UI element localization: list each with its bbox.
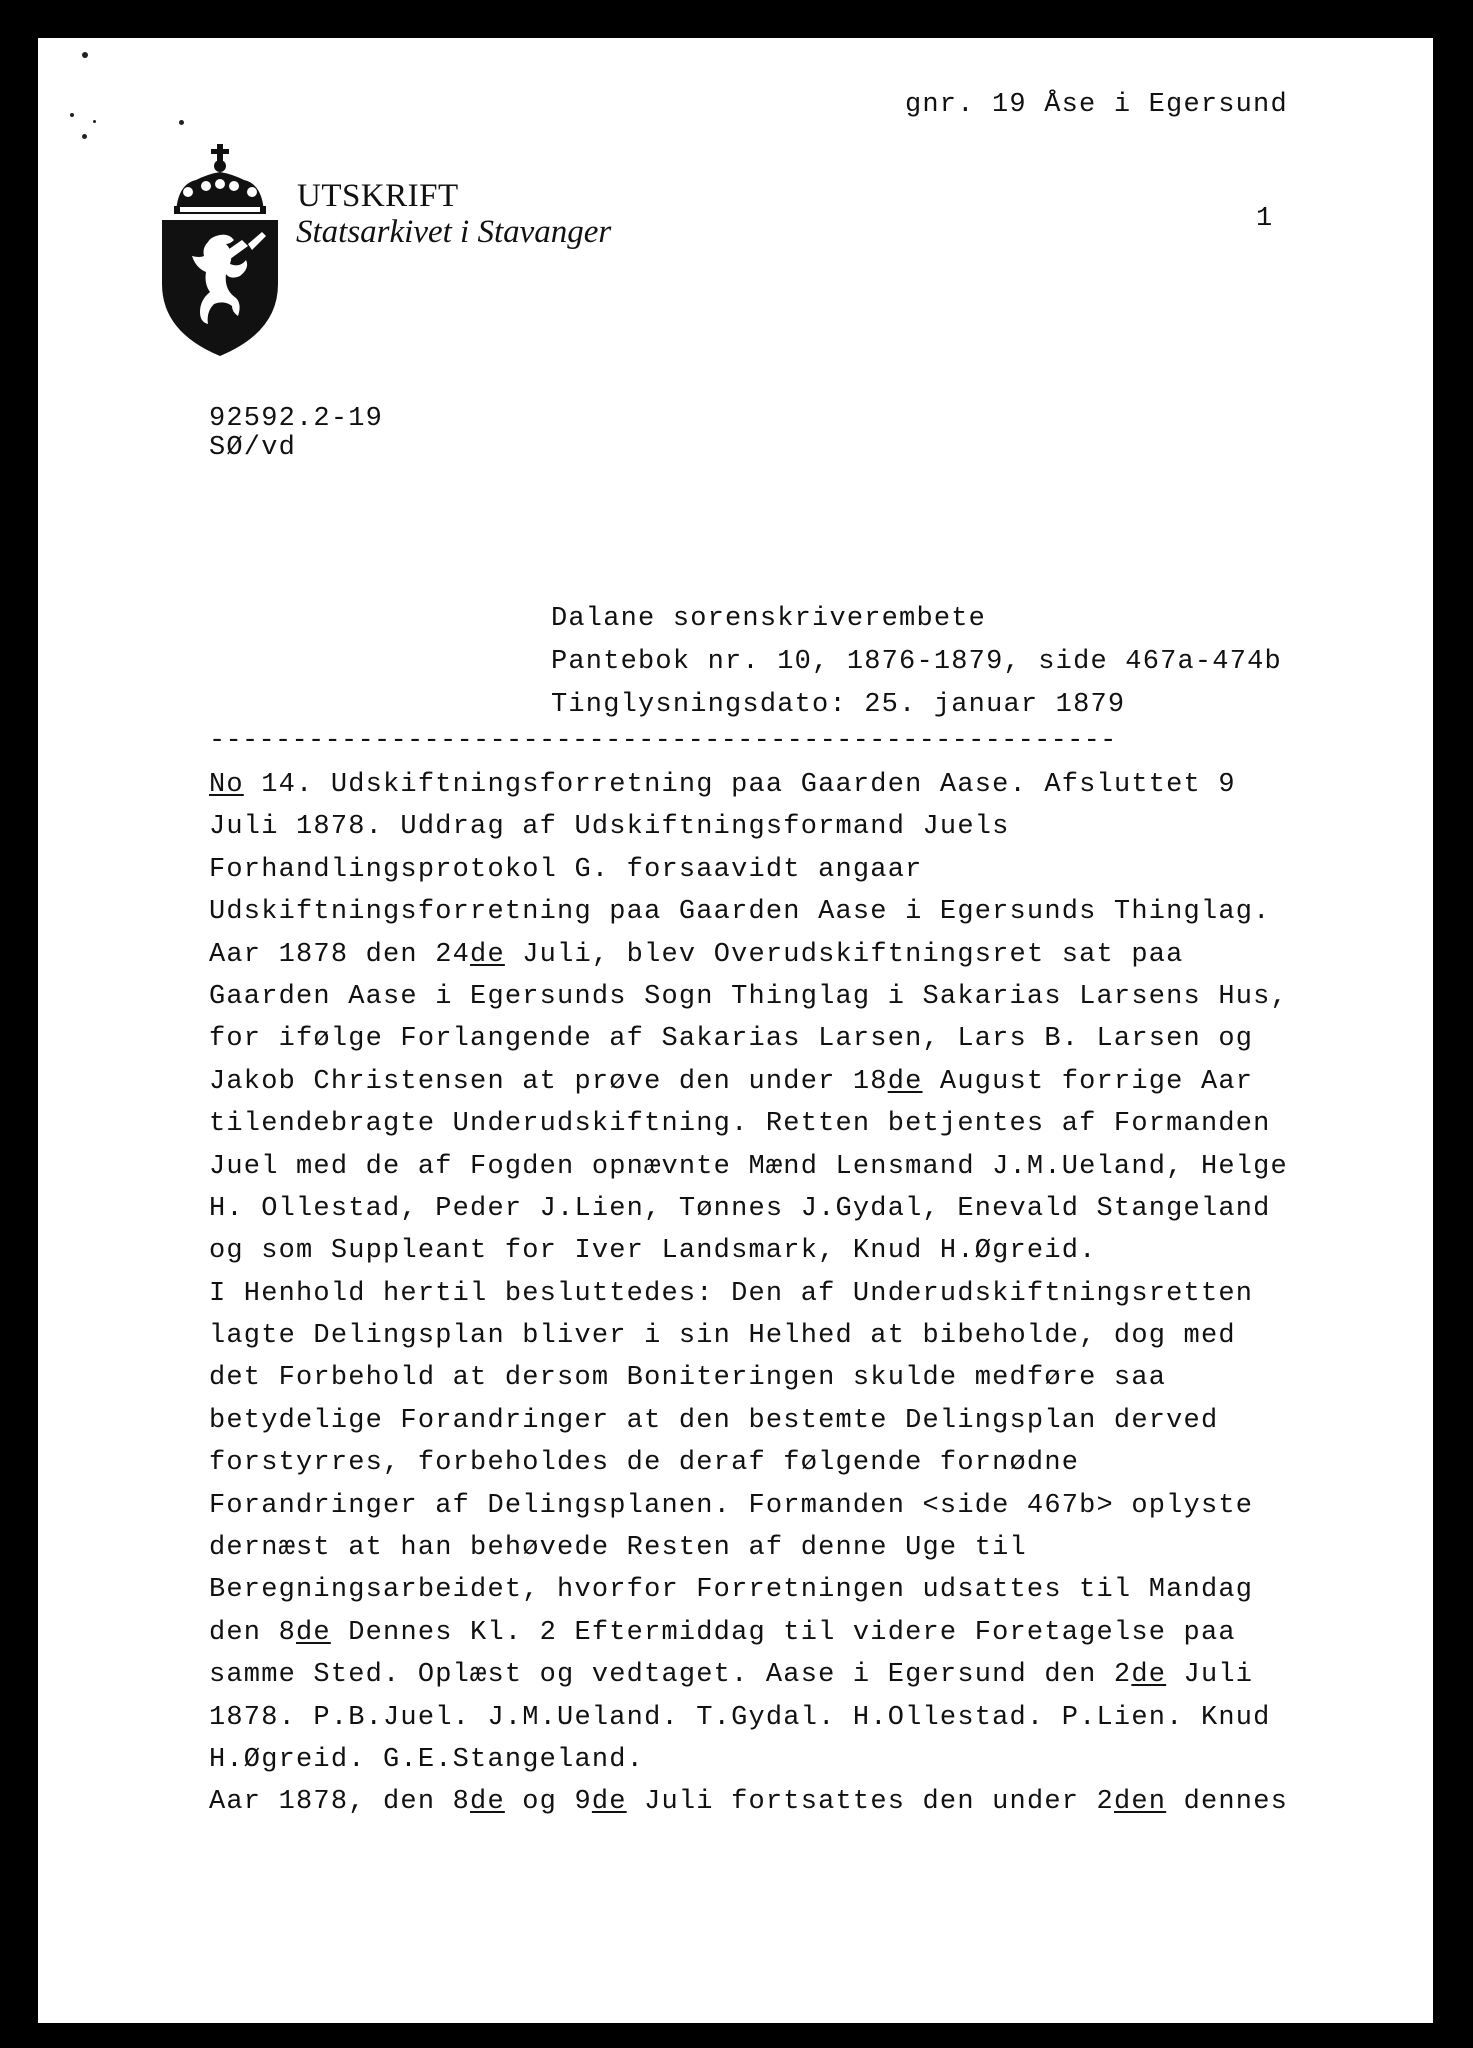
transcription-line — [209, 806, 1409, 848]
line-text: H. Ollestad, Peder J.Lien, Tønnes J.Gydal, Enevald Stangeland — [209, 1193, 1271, 1224]
line-text: Juli — [1166, 1660, 1254, 1691]
scan-speck — [179, 120, 184, 125]
source-registration-date: Tinglysningsdato: 25. januar 1879 — [551, 690, 1126, 720]
line-text: Gaarden Aase i Egersunds Sogn Thinglag i Sakarias Larsens Hus, — [209, 981, 1288, 1012]
line-text: 1878. P.B.Juel. J.M.Ueland. T.Gydal. H.Ollestad. P.Lien. Knud — [209, 1702, 1271, 1733]
transcription-line — [209, 1146, 1409, 1188]
line-text: Aar 1878, den 8 — [209, 1787, 471, 1818]
clerk-initials: SØ/vd — [209, 433, 297, 463]
page-number: 1 — [1256, 204, 1274, 234]
line-text: Jakob Christensen at prøve den under 18 — [209, 1066, 888, 1097]
line-text: samme Sted. Oplæst og vedtaget. Aase i Egersund den 2 — [209, 1660, 1132, 1691]
scan-speck — [82, 134, 87, 139]
transcription-line — [209, 1018, 1409, 1060]
line-text: og som Suppleant for Iver Landsmark, Knud H.Øgreid. — [209, 1236, 1097, 1267]
transcription-line — [209, 1569, 1409, 1611]
document-page — [38, 38, 1433, 2023]
source-citation — [551, 598, 1282, 727]
underlined-text: de — [591, 1787, 627, 1818]
transcription-line — [209, 1612, 1409, 1654]
source-office: Dalane sorenskriverembete — [551, 604, 987, 634]
institution-title: UTSKRIFT — [297, 178, 459, 214]
underlined-text: de — [296, 1617, 331, 1648]
underlined-text: de — [470, 939, 505, 970]
line-text: betydelige Forandringer at den bestemte Delingsplan derved — [209, 1405, 1219, 1436]
line-text: Udskiftningsforretning paa Gaarden Aase i Egersunds Thinglag. — [209, 897, 1271, 928]
scan-speck — [82, 52, 88, 58]
line-text: I Henhold hertil besluttedes: Den af Underudskiftningsretten — [209, 1278, 1254, 1309]
line-text: H.Øgreid. G.E.Stangeland. — [209, 1744, 645, 1775]
line-text: Forhandlingsprotokol G. forsaavidt angaar — [209, 854, 923, 885]
transcription-line — [209, 1103, 1409, 1145]
line-text: Aar 1878 den 24 — [209, 939, 471, 970]
line-text: 14. Udskiftningsforretning paa Gaarden Aase. Afsluttet 9 — [243, 770, 1236, 800]
source-book: Pantebok nr. 10, 1876-1879, side 467a-474b — [551, 647, 1282, 677]
transcription-line — [209, 1485, 1409, 1527]
transcription-line — [209, 934, 1409, 976]
line-text: lagte Delingsplan bliver i sin Helhed at bibeholde, dog med — [209, 1321, 1236, 1352]
line-text: Juli, blev Overudskiftningsret sat paa — [504, 939, 1184, 970]
underlined-text: de — [887, 1066, 923, 1097]
transcription-line — [209, 764, 1409, 806]
transcription-line — [209, 1654, 1409, 1696]
transcription-line — [209, 1527, 1409, 1569]
transcription-line — [209, 1739, 1409, 1781]
transcription-line — [209, 1697, 1409, 1739]
transcription-line — [209, 1400, 1409, 1442]
line-text: Beregningsarbeidet, hvorfor Forretningen udsattes til Mandag — [209, 1575, 1254, 1606]
archive-reference-code: 92592.2-19 — [209, 404, 384, 434]
transcription-line — [209, 976, 1409, 1018]
transcription-line — [209, 1273, 1409, 1315]
transcription-line — [209, 1061, 1409, 1103]
line-text: den 8 — [209, 1617, 297, 1648]
line-text: Juli fortsattes den under 2 — [626, 1787, 1114, 1818]
underlined-text: No — [209, 770, 244, 800]
line-text: August forrige Aar — [922, 1066, 1254, 1097]
line-text: tilendebragte Underudskiftning. Retten betjentes af Formanden — [209, 1109, 1271, 1140]
line-text: dernæst at han behøvede Resten af denne Uge til — [209, 1533, 1027, 1564]
institution-subtitle: Statsarkivet i Stavanger — [296, 214, 612, 250]
line-text: Forandringer af Delingsplanen. Formanden <side 467b> oplyste — [209, 1490, 1254, 1521]
line-text: forstyrres, forbeholdes de deraf følgende fornødne — [209, 1448, 1080, 1479]
line-text: Juel med de af Fogden opnævnte Mænd Lensmand J.M.Ueland, Helge — [209, 1151, 1288, 1182]
scan-speck — [70, 113, 74, 117]
line-text: Juli 1878. Uddrag af Udskiftningsformand Juels — [209, 812, 1010, 843]
transcription-line — [209, 1357, 1409, 1399]
transcription-body — [209, 764, 1409, 1824]
transcription-line — [209, 1188, 1409, 1230]
norwegian-coat-of-arms-icon — [156, 144, 284, 358]
underlined-text: de — [470, 1787, 505, 1818]
underlined-text: den — [1113, 1787, 1167, 1818]
scan-speck — [93, 120, 96, 123]
transcription-line — [209, 1781, 1409, 1823]
line-text: det Forbehold at dersom Boniteringen skulde medføre saa — [209, 1363, 1167, 1394]
transcription-line — [209, 849, 1409, 891]
transcription-line — [209, 1315, 1409, 1357]
property-reference: gnr. 19 Åse i Egersund — [905, 90, 1288, 120]
transcription-line — [209, 891, 1409, 933]
transcription-line — [209, 1230, 1409, 1272]
underlined-text: de — [1131, 1660, 1167, 1691]
line-text: for ifølge Forlangende af Sakarias Larsen, Lars B. Larsen og — [209, 1024, 1254, 1055]
line-text: og 9 — [504, 1787, 592, 1818]
line-text: dennes — [1166, 1787, 1289, 1818]
transcription-line — [209, 1442, 1409, 1484]
divider-line: ------------------------------------------------------- — [209, 726, 1117, 756]
line-text: Dennes Kl. 2 Eftermiddag til videre Foretagelse paa — [330, 1617, 1236, 1648]
